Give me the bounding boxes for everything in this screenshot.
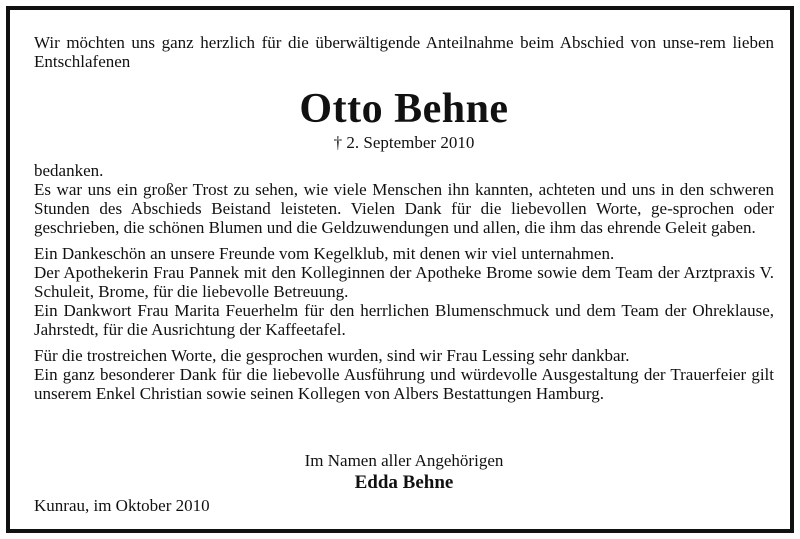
body-paragraph: Ein Dankwort Frau Marita Feuerhelm für den herrlichen Blumenschmuck und dem Team der Ohreklause, Jahrstedt, für die Ausrichtung der Kaffeetafel. [34, 301, 774, 339]
death-date: † 2. September 2010 [333, 133, 475, 152]
body-paragraph: bedanken. [34, 161, 104, 180]
deceased-name: Otto Behne [299, 86, 509, 132]
body-paragraph: Für die trostreichen Worte, die gesprochen wurden, sind wir Frau Lessing sehr dankbar. [34, 346, 630, 365]
place-date: Kunrau, im Oktober 2010 [34, 496, 210, 515]
signature-name: Edda Behne [354, 472, 454, 493]
body-paragraph: Ein ganz besonderer Dank für die liebevolle Ausführung und würdevolle Ausgestaltung der Trauerfeier gilt unserem Enkel Christian sowie seinen Kollegen von Albers Bestattungen Hamburg. [34, 365, 774, 403]
intro-text: Wir möchten uns ganz herzlich für die überwältigende Anteilnahme beim Abschied von unse-rem lieben Entschlafenen [34, 33, 774, 71]
obituary-card [6, 6, 794, 533]
body-paragraph: Ein Dankeschön an unsere Freunde vom Kegelklub, mit denen wir viel unternahmen. [34, 244, 615, 263]
body-paragraph: Der Apothekerin Frau Pannek mit den Kolleginnen der Apotheke Brome sowie dem Team der Arztpraxis V. Schuleit, Brome, für die liebevolle Betreuung. [34, 263, 774, 301]
body-paragraph: Es war uns ein großer Trost zu sehen, wie viele Menschen ihn kannten, achteten und uns in den schweren Stunden des Abschieds Beistand leisteten. Vielen Dank für die liebevollen Worte, ge-sprochen oder geschrieben, die schönen Blumen und die Geldzuwendungen und allen, die ihm das ehrende Geleit gaben. [34, 180, 774, 237]
signature-lead: Im Namen aller Angehörigen [304, 451, 504, 470]
thanks-body [34, 161, 774, 403]
